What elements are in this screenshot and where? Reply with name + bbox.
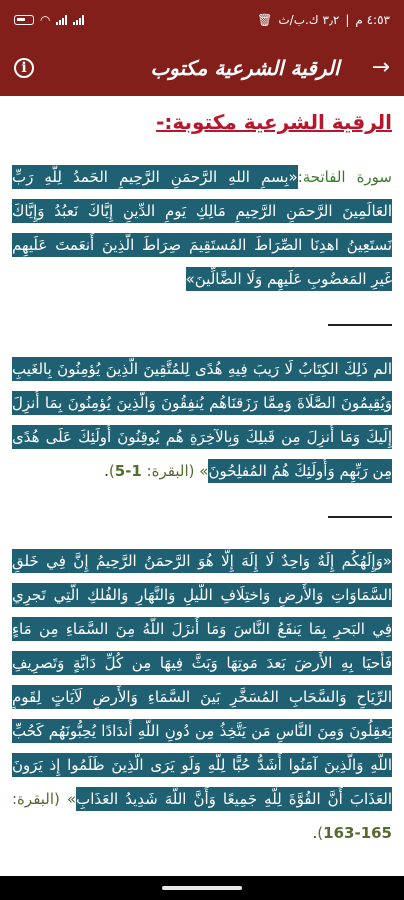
home-gesture-pill[interactable] — [162, 886, 242, 890]
app-title: الرقية الشرعية مكتوب — [150, 56, 340, 80]
divider-1 — [328, 324, 392, 326]
baqarah2-block — [12, 544, 392, 850]
signal-icon — [56, 15, 67, 25]
status-icons — [14, 13, 84, 27]
baqarah1-text: الم ذَلِكَ الكِتَابُ لَا رَيبَ فِيهِ هُدًى لِلمُتَّقِينَ الَّذِينَ يُؤمِنُونَ بِالغَيبِ وَيُقِيمُونَ الصَّلَاةَ وَمِمَّا رَزَقنَاهُم يُنفِقُونَ وَالَّذِينَ يُؤمِنُونَ بِمَا أُنزِلَ إِلَيكَ وَمَا أُنزِلَ مِن قَبلِكَ وَبِالآخِرَةِ هُم يُوقِنُونَ أُولَئِكَ عَلَى هُدًى مِن رَبِّهِم وَأُولَئِكَ هُمُ المُفلِحُونَ — [12, 357, 392, 483]
status-bar — [0, 0, 404, 40]
info-icon[interactable]: i — [14, 58, 34, 78]
status-time: ٤:٥٣ م — [355, 13, 390, 27]
network-speed: ٣٫٢ ك.ب/ث — [278, 13, 340, 27]
trash-icon: 🗑 — [257, 13, 273, 27]
divider-2 — [328, 516, 392, 518]
wifi-icon: ◠ — [40, 13, 51, 27]
baqarah2-end: . — [312, 824, 318, 842]
system-nav-bar — [0, 876, 404, 900]
baqarah2-text: «وَإِلَهُكُم إِلَهٌ وَاحِدٌ لَا إِلَهَ إِلَّا هُوَ الرَّحمَنُ الرَّحِيمُ إِنَّ فِي خَلقِ السَّمَاوَاتِ وَالأَرضِ وَاختِلَافِ اللَّيلِ وَالنَّهَارِ وَالفُلكِ الَّتِي تَجرِي فِي البَحرِ بِمَا يَنفَعُ النَّاسَ وَمَا أَنزَلَ اللَّهُ مِنَ السَّمَاءِ مِن مَاءٍ فَأَحيَا بِهِ الأَرضَ بَعدَ مَوتِهَا وَبَثَّ فِيهَا مِن كُلِّ دَابَّةٍ وَتَصرِيفِ الرِّيَاحِ وَالسَّحَابِ المُسَخَّرِ بَينَ السَّمَاءِ وَالأَرضِ لَآيَاتٍ لِقَومٍ يَعقِلُونَ وَمِنَ النَّاسِ مَن يَتَّخِذُ مِن دُونِ اللَّهِ أَندَادًا يُحِبُّونَهُم كَحُبِّ اللَّهِ وَالَّذِينَ آمَنُوا أَشَدُّ حُبًّا لِلَّهِ وَلَو يَرَى الَّذِينَ ظَلَمُوا إِذ يَرَونَ العَذَابَ أَنَّ القُوَّةَ لِلَّهِ جَمِيعًا وَأَنَّ اللَّهَ شَدِيدُ العَذَابِ — [12, 549, 392, 811]
fatiha-block — [12, 160, 392, 296]
baqarah2-paragraph — [12, 544, 392, 850]
fatiha-label: سورة الفاتحة: — [297, 168, 392, 186]
status-separator: | — [345, 13, 350, 27]
baqarah1-reference: » (البقرة: 1-5) — [108, 462, 209, 480]
battery-icon — [14, 15, 34, 25]
baqarah1-end: . — [104, 462, 109, 480]
baqarah2-reference: » (البقرة: 165-163) — [12, 790, 392, 842]
status-info — [257, 13, 390, 27]
app-bar — [0, 40, 404, 96]
content-scroll[interactable] — [0, 96, 404, 876]
baqarah1-paragraph — [12, 352, 392, 488]
page-heading: الرقية الشرعية مكتوبة:- — [156, 110, 392, 134]
fatiha-paragraph — [12, 160, 392, 296]
signal-icon-2 — [73, 15, 84, 25]
baqarah1-block — [12, 352, 392, 488]
fatiha-text: «بِسمِ اللهِ الرَّحمَنِ الرَّحِيمِ الحَمدُ لِلَّهِ رَبِّ العَالَمِينَ الرَّحمَنِ الرَّحِيمِ مَالِكِ يَومِ الدِّينِ إِيَّاكَ نَعبُدُ وَإِيَّاكَ نَستَعِينُ اهدِنَا الصِّرَاطَ المُستَقِيمَ صِرَاطَ الَّذِينَ أَنعَمتَ عَلَيهِم غَيرِ المَغضُوبِ عَلَيهِم وَلَا الضَّالِّينَ» — [12, 165, 392, 291]
arrow-right-icon[interactable]: → — [371, 55, 390, 80]
